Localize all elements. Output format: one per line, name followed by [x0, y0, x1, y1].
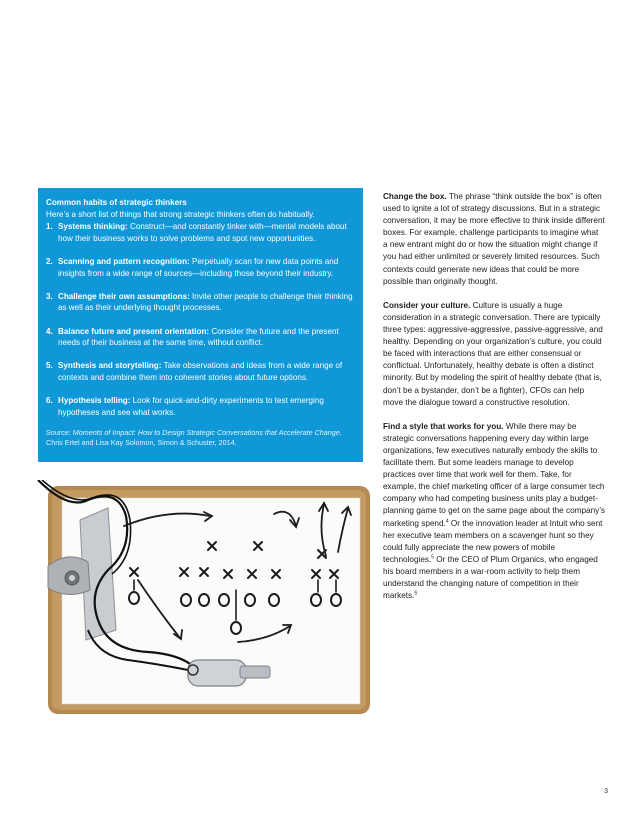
- habit-text: Take observations and ideas from a wide range of contexts and combine them into coherent stories about future options.: [58, 361, 343, 382]
- habit-number: 6.: [46, 396, 53, 406]
- paragraph-heading: Change the box.: [383, 192, 447, 201]
- paragraph-change-the-box: [383, 191, 605, 288]
- habit-item: [46, 291, 355, 314]
- source-label: Source:: [46, 427, 71, 437]
- article-body: [383, 191, 605, 614]
- paragraph-text: Or the innovation leader at Intuit who sent her executive team members on a scavenger hunt so they could fully appreciate the new powers of mobile technologies.: [383, 518, 603, 564]
- habit-number: 1.: [46, 222, 53, 232]
- sidebar-source: [46, 428, 355, 448]
- strategic-thinkers-sidebar: [38, 188, 363, 462]
- footnote-ref[interactable]: 4: [445, 517, 449, 524]
- paragraph-text: Or the CEO of Plum Organics, who engaged his board members in a war-room activity to help them understand the changing nature of competition in their markets.: [383, 554, 598, 601]
- paragraph-heading: Find a style that works for you.: [383, 421, 504, 431]
- habit-term: Hypothesis telling:: [58, 396, 131, 406]
- habit-item: [46, 221, 355, 244]
- habit-term: Scanning and pattern recognition:: [58, 256, 190, 266]
- clipboard-illustration: [28, 480, 373, 716]
- habit-item: [46, 256, 355, 279]
- habit-number: 3.: [46, 291, 53, 301]
- habit-term: Synthesis and storytelling:: [58, 361, 162, 371]
- habit-term: Balance future and present orientation:: [58, 326, 210, 336]
- habit-item: [46, 360, 355, 383]
- habit-item: [46, 395, 355, 418]
- sidebar-intro: Here’s a short list of things that strong strategic thinkers often do habitually.: [46, 209, 315, 219]
- habit-text: Construct—and constantly tinker with—mental models about how their business works to solve problems and spot new opportunities.: [58, 222, 347, 243]
- habit-term: Systems thinking:: [58, 222, 128, 232]
- paragraph-find-a-style: [383, 421, 605, 602]
- source-book-title: Moments of Impact: How to Design Strategic Conversations that Accelerate Change: [72, 427, 340, 437]
- habit-term: Challenge their own assumptions:: [58, 291, 190, 301]
- paragraph-text: While there may be strategic conversations happening every day within large organizations, few executives naturally embody the skills to facilitate them. But some leaders manage to develop practices over time that work well for them. Take, for example, the chief marketing officer of a large consumer tech company who had competing business units play a budget-planning game to get on the same page about the company’s marketing spend.: [383, 421, 605, 528]
- paragraph-text: Culture is usually a huge consideration in a strategic conversation. There are typically three types: aggressive-aggressive, passive-aggressive, and healthy. Depending on your organization’s culture, you could be faced with interactions that are either consensual or conflictual. Unfortunately, healthy debate is often a distinct minority. But by modeling the spirit of healthy debate (that is, don’t be a bystander, don’t be a fighter), CFOs can help move the dialogue toward a constructive resolution.: [383, 300, 603, 407]
- habit-text: Perpetually scan for new data points and insights from a wide range of sources—including those beyond their industry.: [58, 256, 339, 278]
- habit-text: Look for quick-and-dirty experiments to test emerging hypotheses and see what works.: [58, 396, 324, 417]
- footnote-ref[interactable]: 5: [431, 554, 435, 561]
- habit-item: [46, 326, 355, 349]
- habit-text: Consider the future and the present needs of their business at the same time, without conflict.: [58, 326, 339, 348]
- habit-text: Invite other people to challenge their thinking as well as their underlying thought processes.: [58, 291, 353, 313]
- habit-number: 5.: [46, 361, 53, 371]
- habit-number: 2.: [46, 256, 53, 266]
- paragraph-heading: Consider your culture.: [383, 300, 471, 310]
- paragraph-text: The phrase “think outside the box” is often used to ignite a lot of strategy discussions. But in a strategic conversation, it may be more effective to think inside different boxes. For example, challenge participants to imagine what a new entrant might do or how the situation might change if you had either unlimited or severely limited resources. Such contexts could generate new ideas that could be more possible than originally thought.: [383, 192, 605, 286]
- clipboard-play-photo: [28, 480, 373, 716]
- habits-list: [46, 221, 355, 418]
- source-authors: , Chris Ertel and Lisa Kay Solomon, Simon & Schuster, 2014.: [46, 427, 342, 447]
- page-number: 3: [604, 788, 608, 795]
- sidebar-title: Common habits of strategic thinkers: [46, 198, 187, 207]
- habit-number: 4.: [46, 326, 53, 336]
- paragraph-consider-culture: [383, 300, 605, 409]
- footnote-ref[interactable]: 6: [414, 590, 418, 597]
